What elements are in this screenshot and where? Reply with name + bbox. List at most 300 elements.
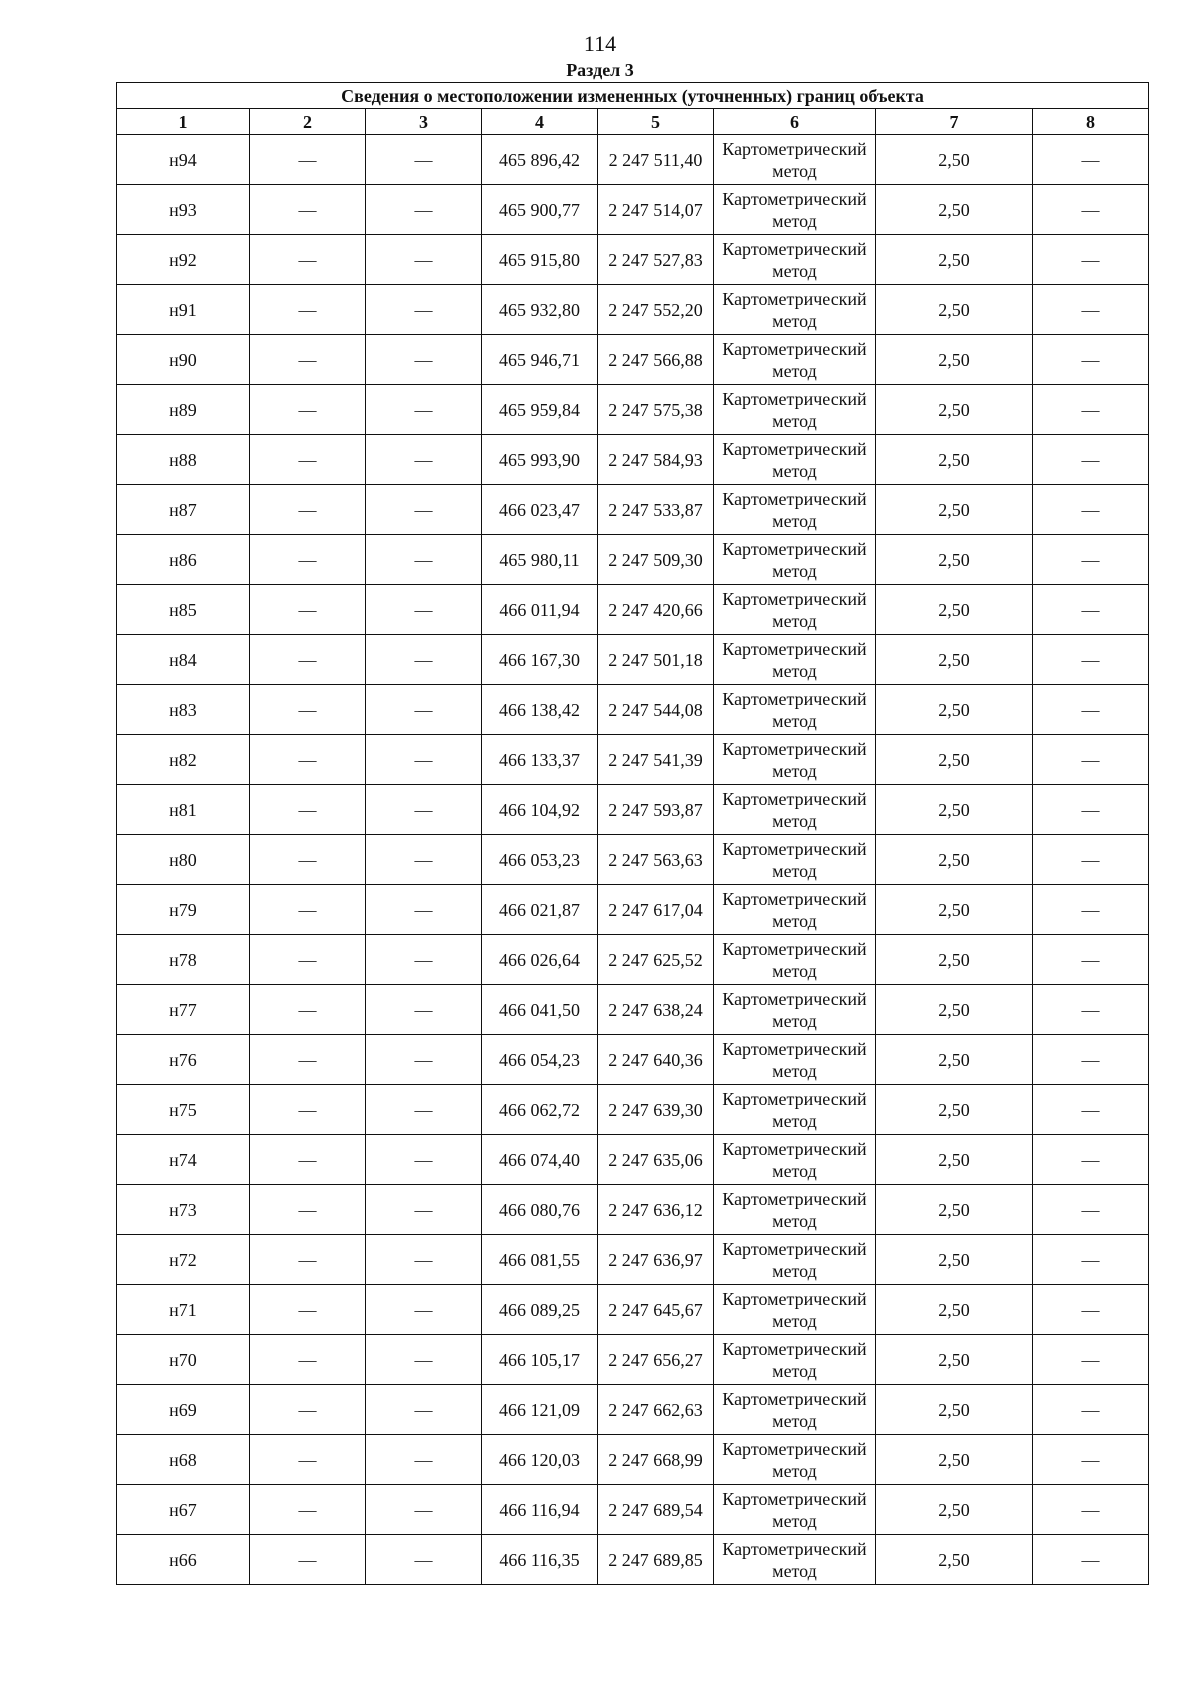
point-name-cell: н92 [117, 235, 250, 285]
x-coordinate-cell: 466 081,55 [482, 1235, 598, 1285]
empty-value-cell: — [1033, 585, 1149, 635]
accuracy-cell: 2,50 [876, 185, 1033, 235]
table-row [117, 1485, 1149, 1535]
x-coordinate-cell: 466 105,17 [482, 1335, 598, 1385]
point-name-cell: н93 [117, 185, 250, 235]
empty-value-cell: — [366, 935, 482, 985]
table-row [117, 985, 1149, 1035]
method-text: Картометрический метод [722, 288, 867, 331]
y-coordinate-cell: 2 247 636,97 [598, 1235, 714, 1285]
empty-value-cell: — [250, 1035, 366, 1085]
method-text: Картометрический метод [722, 1488, 867, 1531]
y-coordinate-cell: 2 247 509,30 [598, 535, 714, 585]
boundary-coordinates-table [116, 82, 1149, 1585]
table-row [117, 1535, 1149, 1585]
point-name-cell: н78 [117, 935, 250, 985]
column-header: 2 [250, 109, 366, 135]
empty-value-cell: — [1033, 1235, 1149, 1285]
x-coordinate-cell: 465 900,77 [482, 185, 598, 235]
method-text: Картометрический метод [722, 1388, 867, 1431]
empty-value-cell: — [1033, 1485, 1149, 1535]
y-coordinate-cell: 2 247 541,39 [598, 735, 714, 785]
empty-value-cell: — [250, 985, 366, 1035]
y-coordinate-cell: 2 247 635,06 [598, 1135, 714, 1185]
method-cell [714, 835, 876, 885]
method-cell [714, 1235, 876, 1285]
x-coordinate-cell: 466 074,40 [482, 1135, 598, 1185]
section-title: Раздел 3 [566, 60, 634, 80]
method-text: Картометрический метод [722, 1138, 867, 1181]
empty-value-cell: — [250, 485, 366, 535]
empty-value-cell: — [366, 1385, 482, 1435]
x-coordinate-cell: 466 120,03 [482, 1435, 598, 1485]
y-coordinate-cell: 2 247 514,07 [598, 185, 714, 235]
empty-value-cell: — [366, 785, 482, 835]
y-coordinate-cell: 2 247 640,36 [598, 1035, 714, 1085]
table-body [117, 135, 1149, 1585]
method-cell [714, 285, 876, 335]
method-text: Картометрический метод [722, 1538, 867, 1581]
point-name-cell: н79 [117, 885, 250, 935]
y-coordinate-cell: 2 247 544,08 [598, 685, 714, 735]
method-cell [714, 1185, 876, 1235]
x-coordinate-cell: 466 104,92 [482, 785, 598, 835]
empty-value-cell: — [1033, 1085, 1149, 1135]
method-text: Картометрический метод [722, 588, 867, 631]
page-number: 114 [583, 31, 617, 56]
y-coordinate-cell: 2 247 527,83 [598, 235, 714, 285]
method-text: Картометрический метод [722, 538, 867, 581]
method-text: Картометрический метод [722, 1088, 867, 1131]
empty-value-cell: — [250, 135, 366, 185]
empty-value-cell: — [1033, 235, 1149, 285]
accuracy-cell: 2,50 [876, 1085, 1033, 1135]
method-text: Картометрический метод [722, 988, 867, 1031]
empty-value-cell: — [250, 785, 366, 835]
empty-value-cell: — [250, 1535, 366, 1585]
accuracy-cell: 2,50 [876, 835, 1033, 885]
accuracy-cell: 2,50 [876, 1185, 1033, 1235]
method-cell [714, 1535, 876, 1585]
x-coordinate-cell: 466 167,30 [482, 635, 598, 685]
method-cell [714, 1085, 876, 1135]
point-name-cell: н68 [117, 1435, 250, 1485]
x-coordinate-cell: 465 915,80 [482, 235, 598, 285]
empty-value-cell: — [1033, 1285, 1149, 1335]
column-header: 4 [482, 109, 598, 135]
table-row [117, 735, 1149, 785]
point-name-cell: н69 [117, 1385, 250, 1435]
empty-value-cell: — [250, 1285, 366, 1335]
table-row [117, 185, 1149, 235]
x-coordinate-cell: 466 026,64 [482, 935, 598, 985]
x-coordinate-cell: 466 080,76 [482, 1185, 598, 1235]
y-coordinate-cell: 2 247 575,38 [598, 385, 714, 435]
empty-value-cell: — [366, 735, 482, 785]
empty-value-cell: — [366, 185, 482, 235]
table-row [117, 785, 1149, 835]
method-text: Картометрический метод [722, 938, 867, 981]
empty-value-cell: — [1033, 1535, 1149, 1585]
empty-value-cell: — [366, 585, 482, 635]
method-cell [714, 685, 876, 735]
accuracy-cell: 2,50 [876, 635, 1033, 685]
column-header: 1 [117, 109, 250, 135]
method-cell [714, 885, 876, 935]
method-text: Картометрический метод [722, 688, 867, 731]
empty-value-cell: — [250, 835, 366, 885]
empty-value-cell: — [1033, 385, 1149, 435]
method-cell [714, 385, 876, 435]
table-row [117, 1435, 1149, 1485]
y-coordinate-cell: 2 247 552,20 [598, 285, 714, 335]
empty-value-cell: — [1033, 935, 1149, 985]
y-coordinate-cell: 2 247 638,24 [598, 985, 714, 1035]
method-text: Картометрический метод [722, 638, 867, 681]
column-header: 7 [876, 109, 1033, 135]
empty-value-cell: — [250, 385, 366, 435]
empty-value-cell: — [366, 835, 482, 885]
empty-value-cell: — [366, 1535, 482, 1585]
y-coordinate-cell: 2 247 511,40 [598, 135, 714, 185]
empty-value-cell: — [1033, 1385, 1149, 1435]
table-row [117, 335, 1149, 385]
empty-value-cell: — [250, 1135, 366, 1185]
method-text: Картометрический метод [722, 188, 867, 231]
empty-value-cell: — [1033, 1185, 1149, 1235]
empty-value-cell: — [366, 135, 482, 185]
x-coordinate-cell: 465 959,84 [482, 385, 598, 435]
accuracy-cell: 2,50 [876, 285, 1033, 335]
table-row [117, 535, 1149, 585]
accuracy-cell: 2,50 [876, 985, 1033, 1035]
accuracy-cell: 2,50 [876, 1385, 1033, 1435]
table-row [117, 685, 1149, 735]
method-text: Картометрический метод [722, 388, 867, 431]
method-text: Картометрический метод [722, 838, 867, 881]
empty-value-cell: — [1033, 1035, 1149, 1085]
y-coordinate-cell: 2 247 636,12 [598, 1185, 714, 1235]
accuracy-cell: 2,50 [876, 1035, 1033, 1085]
x-coordinate-cell: 466 133,37 [482, 735, 598, 785]
accuracy-cell: 2,50 [876, 935, 1033, 985]
point-name-cell: н66 [117, 1535, 250, 1585]
method-cell [714, 235, 876, 285]
method-text: Картометрический метод [722, 1288, 867, 1331]
x-coordinate-cell: 465 896,42 [482, 135, 598, 185]
empty-value-cell: — [366, 1435, 482, 1485]
y-coordinate-cell: 2 247 566,88 [598, 335, 714, 385]
table-row [117, 435, 1149, 485]
point-name-cell: н81 [117, 785, 250, 835]
accuracy-cell: 2,50 [876, 385, 1033, 435]
accuracy-cell: 2,50 [876, 235, 1033, 285]
empty-value-cell: — [366, 1335, 482, 1385]
point-name-cell: н87 [117, 485, 250, 535]
accuracy-cell: 2,50 [876, 1285, 1033, 1335]
y-coordinate-cell: 2 247 639,30 [598, 1085, 714, 1135]
x-coordinate-cell: 465 932,80 [482, 285, 598, 335]
x-coordinate-cell: 466 116,94 [482, 1485, 598, 1535]
accuracy-cell: 2,50 [876, 535, 1033, 585]
method-cell [714, 1485, 876, 1535]
table-row [117, 135, 1149, 185]
point-name-cell: н67 [117, 1485, 250, 1535]
empty-value-cell: — [250, 235, 366, 285]
empty-value-cell: — [1033, 285, 1149, 335]
accuracy-cell: 2,50 [876, 785, 1033, 835]
y-coordinate-cell: 2 247 625,52 [598, 935, 714, 985]
accuracy-cell: 2,50 [876, 485, 1033, 535]
x-coordinate-cell: 466 054,23 [482, 1035, 598, 1085]
point-name-cell: н74 [117, 1135, 250, 1185]
empty-value-cell: — [1033, 335, 1149, 385]
empty-value-cell: — [250, 1235, 366, 1285]
x-coordinate-cell: 466 023,47 [482, 485, 598, 535]
x-coordinate-cell: 466 041,50 [482, 985, 598, 1035]
empty-value-cell: — [1033, 435, 1149, 485]
method-cell [714, 785, 876, 835]
accuracy-cell: 2,50 [876, 1435, 1033, 1485]
accuracy-cell: 2,50 [876, 1235, 1033, 1285]
method-cell [714, 1135, 876, 1185]
empty-value-cell: — [366, 1185, 482, 1235]
point-name-cell: н80 [117, 835, 250, 885]
method-cell [714, 1335, 876, 1385]
method-text: Картометрический метод [722, 138, 867, 181]
point-name-cell: н77 [117, 985, 250, 1035]
empty-value-cell: — [366, 1285, 482, 1335]
empty-value-cell: — [250, 535, 366, 585]
empty-value-cell: — [250, 685, 366, 735]
point-name-cell: н75 [117, 1085, 250, 1135]
x-coordinate-cell: 466 011,94 [482, 585, 598, 635]
table-row [117, 1085, 1149, 1135]
method-cell [714, 535, 876, 585]
point-name-cell: н91 [117, 285, 250, 335]
accuracy-cell: 2,50 [876, 1535, 1033, 1585]
point-name-cell: н86 [117, 535, 250, 585]
method-text: Картометрический метод [722, 738, 867, 781]
empty-value-cell: — [366, 535, 482, 585]
method-text: Картометрический метод [722, 1338, 867, 1381]
y-coordinate-cell: 2 247 689,54 [598, 1485, 714, 1535]
empty-value-cell: — [250, 285, 366, 335]
method-cell [714, 135, 876, 185]
y-coordinate-cell: 2 247 617,04 [598, 885, 714, 935]
empty-value-cell: — [250, 435, 366, 485]
column-header: 5 [598, 109, 714, 135]
method-cell [714, 1285, 876, 1335]
empty-value-cell: — [1033, 985, 1149, 1035]
y-coordinate-cell: 2 247 689,85 [598, 1535, 714, 1585]
empty-value-cell: — [250, 1385, 366, 1435]
table-row [117, 235, 1149, 285]
accuracy-cell: 2,50 [876, 435, 1033, 485]
empty-value-cell: — [1033, 185, 1149, 235]
empty-value-cell: — [366, 885, 482, 935]
point-name-cell: н82 [117, 735, 250, 785]
accuracy-cell: 2,50 [876, 1335, 1033, 1385]
empty-value-cell: — [250, 1335, 366, 1385]
table-row [117, 935, 1149, 985]
method-cell [714, 1435, 876, 1485]
empty-value-cell: — [250, 935, 366, 985]
y-coordinate-cell: 2 247 501,18 [598, 635, 714, 685]
y-coordinate-cell: 2 247 668,99 [598, 1435, 714, 1485]
empty-value-cell: — [1033, 885, 1149, 935]
empty-value-cell: — [366, 985, 482, 1035]
method-cell [714, 935, 876, 985]
point-name-cell: н73 [117, 1185, 250, 1235]
table-row [117, 385, 1149, 435]
table-row [117, 1335, 1149, 1385]
empty-value-cell: — [250, 185, 366, 235]
x-coordinate-cell: 466 021,87 [482, 885, 598, 935]
y-coordinate-cell: 2 247 593,87 [598, 785, 714, 835]
method-cell [714, 1385, 876, 1435]
accuracy-cell: 2,50 [876, 1135, 1033, 1185]
column-header: 6 [714, 109, 876, 135]
column-header: 3 [366, 109, 482, 135]
empty-value-cell: — [1033, 1135, 1149, 1185]
y-coordinate-cell: 2 247 656,27 [598, 1335, 714, 1385]
method-cell [714, 485, 876, 535]
y-coordinate-cell: 2 247 645,67 [598, 1285, 714, 1335]
table-row [117, 1385, 1149, 1435]
empty-value-cell: — [366, 285, 482, 335]
x-coordinate-cell: 466 121,09 [482, 1385, 598, 1435]
table-row [117, 285, 1149, 335]
method-text: Картометрический метод [722, 1438, 867, 1481]
empty-value-cell: — [366, 1085, 482, 1135]
y-coordinate-cell: 2 247 563,63 [598, 835, 714, 885]
empty-value-cell: — [250, 1485, 366, 1535]
method-text: Картометрический метод [722, 888, 867, 931]
empty-value-cell: — [366, 435, 482, 485]
empty-value-cell: — [366, 1035, 482, 1085]
empty-value-cell: — [366, 235, 482, 285]
empty-value-cell: — [366, 385, 482, 435]
method-cell [714, 1035, 876, 1085]
x-coordinate-cell: 466 053,23 [482, 835, 598, 885]
point-name-cell: н83 [117, 685, 250, 735]
empty-value-cell: — [1033, 635, 1149, 685]
empty-value-cell: — [1033, 835, 1149, 885]
table-row [117, 635, 1149, 685]
method-cell [714, 435, 876, 485]
accuracy-cell: 2,50 [876, 885, 1033, 935]
empty-value-cell: — [366, 335, 482, 385]
empty-value-cell: — [366, 685, 482, 735]
method-text: Картометрический метод [722, 788, 867, 831]
method-text: Картометрический метод [722, 1238, 867, 1281]
empty-value-cell: — [366, 1135, 482, 1185]
x-coordinate-cell: 465 993,90 [482, 435, 598, 485]
accuracy-cell: 2,50 [876, 585, 1033, 635]
method-text: Картометрический метод [722, 1038, 867, 1081]
empty-value-cell: — [1033, 135, 1149, 185]
method-cell [714, 735, 876, 785]
table-row [117, 1235, 1149, 1285]
empty-value-cell: — [366, 485, 482, 535]
accuracy-cell: 2,50 [876, 1485, 1033, 1535]
empty-value-cell: — [1033, 535, 1149, 585]
empty-value-cell: — [1033, 785, 1149, 835]
empty-value-cell: — [250, 1185, 366, 1235]
point-name-cell: н71 [117, 1285, 250, 1335]
empty-value-cell: — [366, 1485, 482, 1535]
method-text: Картометрический метод [722, 338, 867, 381]
table-row [117, 485, 1149, 535]
x-coordinate-cell: 466 116,35 [482, 1535, 598, 1585]
y-coordinate-cell: 2 247 584,93 [598, 435, 714, 485]
method-text: Картометрический метод [722, 488, 867, 531]
table-row [117, 835, 1149, 885]
point-name-cell: н76 [117, 1035, 250, 1085]
point-name-cell: н84 [117, 635, 250, 685]
accuracy-cell: 2,50 [876, 685, 1033, 735]
empty-value-cell: — [1033, 735, 1149, 785]
point-name-cell: н89 [117, 385, 250, 435]
point-name-cell: н70 [117, 1335, 250, 1385]
empty-value-cell: — [250, 735, 366, 785]
x-coordinate-cell: 466 089,25 [482, 1285, 598, 1335]
y-coordinate-cell: 2 247 533,87 [598, 485, 714, 535]
table-row [117, 1035, 1149, 1085]
table-caption: Сведения о местоположении измененных (уточненных) границ объекта [117, 83, 1149, 109]
method-text: Картометрический метод [722, 238, 867, 281]
empty-value-cell: — [366, 1235, 482, 1285]
x-coordinate-cell: 466 138,42 [482, 685, 598, 735]
point-name-cell: н72 [117, 1235, 250, 1285]
point-name-cell: н90 [117, 335, 250, 385]
empty-value-cell: — [250, 885, 366, 935]
empty-value-cell: — [366, 635, 482, 685]
column-number-row [117, 109, 1149, 135]
table-row [117, 1285, 1149, 1335]
method-text: Картометрический метод [722, 1188, 867, 1231]
method-cell [714, 185, 876, 235]
accuracy-cell: 2,50 [876, 335, 1033, 385]
method-cell [714, 335, 876, 385]
empty-value-cell: — [250, 585, 366, 635]
empty-value-cell: — [1033, 1335, 1149, 1385]
column-header: 8 [1033, 109, 1149, 135]
method-text: Картометрический метод [722, 438, 867, 481]
empty-value-cell: — [1033, 485, 1149, 535]
point-name-cell: н88 [117, 435, 250, 485]
method-cell [714, 985, 876, 1035]
table-row [117, 1135, 1149, 1185]
method-cell [714, 635, 876, 685]
table-row [117, 1185, 1149, 1235]
table-row [117, 885, 1149, 935]
x-coordinate-cell: 466 062,72 [482, 1085, 598, 1135]
empty-value-cell: — [1033, 685, 1149, 735]
y-coordinate-cell: 2 247 420,66 [598, 585, 714, 635]
point-name-cell: н85 [117, 585, 250, 635]
y-coordinate-cell: 2 247 662,63 [598, 1385, 714, 1435]
accuracy-cell: 2,50 [876, 135, 1033, 185]
empty-value-cell: — [250, 635, 366, 685]
empty-value-cell: — [250, 1435, 366, 1485]
x-coordinate-cell: 465 946,71 [482, 335, 598, 385]
point-name-cell: н94 [117, 135, 250, 185]
empty-value-cell: — [1033, 1435, 1149, 1485]
method-cell [714, 585, 876, 635]
empty-value-cell: — [250, 335, 366, 385]
